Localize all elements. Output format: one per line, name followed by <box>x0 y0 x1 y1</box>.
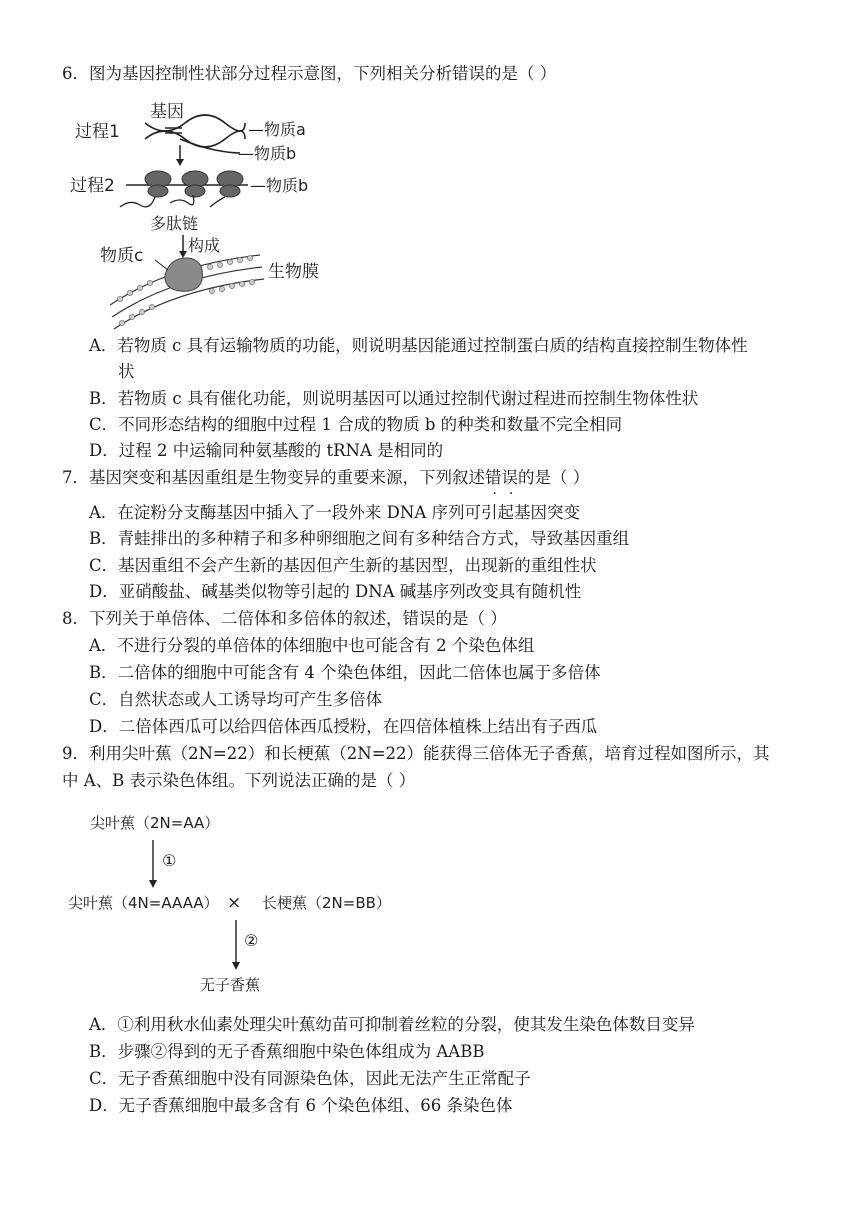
substance-b1-label: —物质b <box>238 144 297 163</box>
q6-option-d: D．过程 2 中运输同种氨基酸的 tRNA 是相同的 <box>89 441 444 460</box>
q7-stem-emph2: 误 <box>501 468 518 487</box>
peptide-chain <box>120 195 225 207</box>
flow-step1-label: ① <box>162 851 177 870</box>
flow-arrow-1-head <box>149 880 157 888</box>
flow-top-label: 尖叶蕉（2N=AA） <box>90 814 220 832</box>
q7-option-d: D．亚硝酸盐、碱基类似物等引起的 DNA 碱基序列改变具有随机性 <box>89 582 582 601</box>
q7-option-b: B．青蛙排出的多种精子和多种卵细胞之间有多种结合方式，导致基因重组 <box>89 529 630 548</box>
process1-label: 过程1 <box>75 122 120 142</box>
substance-b2-label: —物质b <box>250 176 309 195</box>
flow-bottom-label: 无子香蕉 <box>200 976 261 994</box>
q7-stem <box>62 467 589 489</box>
q8-option-c: C．自然状态或人工诱导均可产生多倍体 <box>89 690 383 709</box>
q7-stem-post: 的是（ ） <box>518 468 590 487</box>
flow-right-label: 长梗蕉（2N=BB） <box>262 894 391 912</box>
protein-c-shape <box>165 258 203 291</box>
q8-option-d: D．二倍体西瓜可以给四倍体西瓜授粉，在四倍体植株上结出有子西瓜 <box>89 717 598 736</box>
q7-option-a: A．在淀粉分支酶基因中插入了一段外来 DNA 序列可引起基因突变 <box>89 503 580 522</box>
q6-option-c: C．不同形态结构的细胞中过程 1 合成的物质 b 的种类和数量不完全相同 <box>89 415 623 434</box>
flow-arrow-2-head <box>232 962 240 970</box>
substance-c-label: 物质c <box>100 246 144 266</box>
gene-label: 基因 <box>150 102 184 122</box>
flow-cross-label: × <box>227 893 242 913</box>
ribosome-icon <box>145 171 243 197</box>
q8-stem: 8．下列关于单倍体、二倍体和多倍体的叙述，错误的是（ ） <box>62 609 507 628</box>
pointer-line <box>155 260 168 270</box>
q7-option-c: C．基因重组不会产生新的基因但产生新的基因型，出现新的重组性状 <box>89 556 597 575</box>
flow-step2-label: ② <box>244 931 259 950</box>
q9-option-c: C．无子香蕉细胞中没有同源染色体，因此无法产生正常配子 <box>89 1069 531 1088</box>
q6-option-a: A．若物质 c 具有运输物质的功能，则说明基因能通过控制蛋白质的结构直接控制生物体性 <box>89 336 748 355</box>
q7-stem-pre: 7．基因突变和基因重组是生物变异的重要来源，下列叙述 <box>62 468 485 487</box>
q7-stem-emph1: 错 <box>485 468 502 487</box>
polypeptide-label: 多肽链 <box>150 214 199 233</box>
breeding-flowchart <box>60 808 420 1000</box>
q9-stem-line2: 中 A、B 表示染色体组。下列说法正确的是（ ） <box>62 771 416 790</box>
flow-left-label: 尖叶蕉（4N=AAAA） <box>68 894 219 912</box>
q6-option-a-cont: 状 <box>118 362 135 381</box>
q9-option-d: D．无子香蕉细胞中最多含有 6 个染色体组、66 条染色体 <box>89 1096 513 1115</box>
process2-label: 过程2 <box>70 176 115 196</box>
q9-option-b: B．步骤②得到的无子香蕉细胞中染色体组成为 AABB <box>89 1042 485 1061</box>
q6-option-b: B．若物质 c 具有催化功能，则说明基因可以通过控制代谢过程进而控制生物体性状 <box>89 389 699 408</box>
arrow-head-1 <box>176 159 184 166</box>
q9-stem-line1: 9．利用尖叶蕉（2N=22）和长梗蕉（2N=22）能获得三倍体无子香蕉，培育过程如图所示，其 <box>62 744 770 763</box>
constitute-label: 构成 <box>188 236 221 255</box>
q6-stem: 6．图为基因控制性状部分过程示意图，下列相关分析错误的是（ ） <box>62 64 557 83</box>
membrane-label: 生物膜 <box>268 262 319 282</box>
q8-option-a: A．不进行分裂的单倍体的体细胞中也可能含有 2 个染色体组 <box>89 636 535 655</box>
arrow-head-2 <box>179 251 187 258</box>
gene-expression-figure <box>70 95 319 330</box>
substance-a-label: —物质a <box>248 120 306 139</box>
q9-option-a: A．①利用秋水仙素处理尖叶蕉幼苗可抑制着丝粒的分裂，使其发生染色体数目变异 <box>89 1015 695 1034</box>
q8-option-b: B．二倍体的细胞中可能含有 4 个染色体组，因此二倍体也属于多倍体 <box>89 663 601 682</box>
